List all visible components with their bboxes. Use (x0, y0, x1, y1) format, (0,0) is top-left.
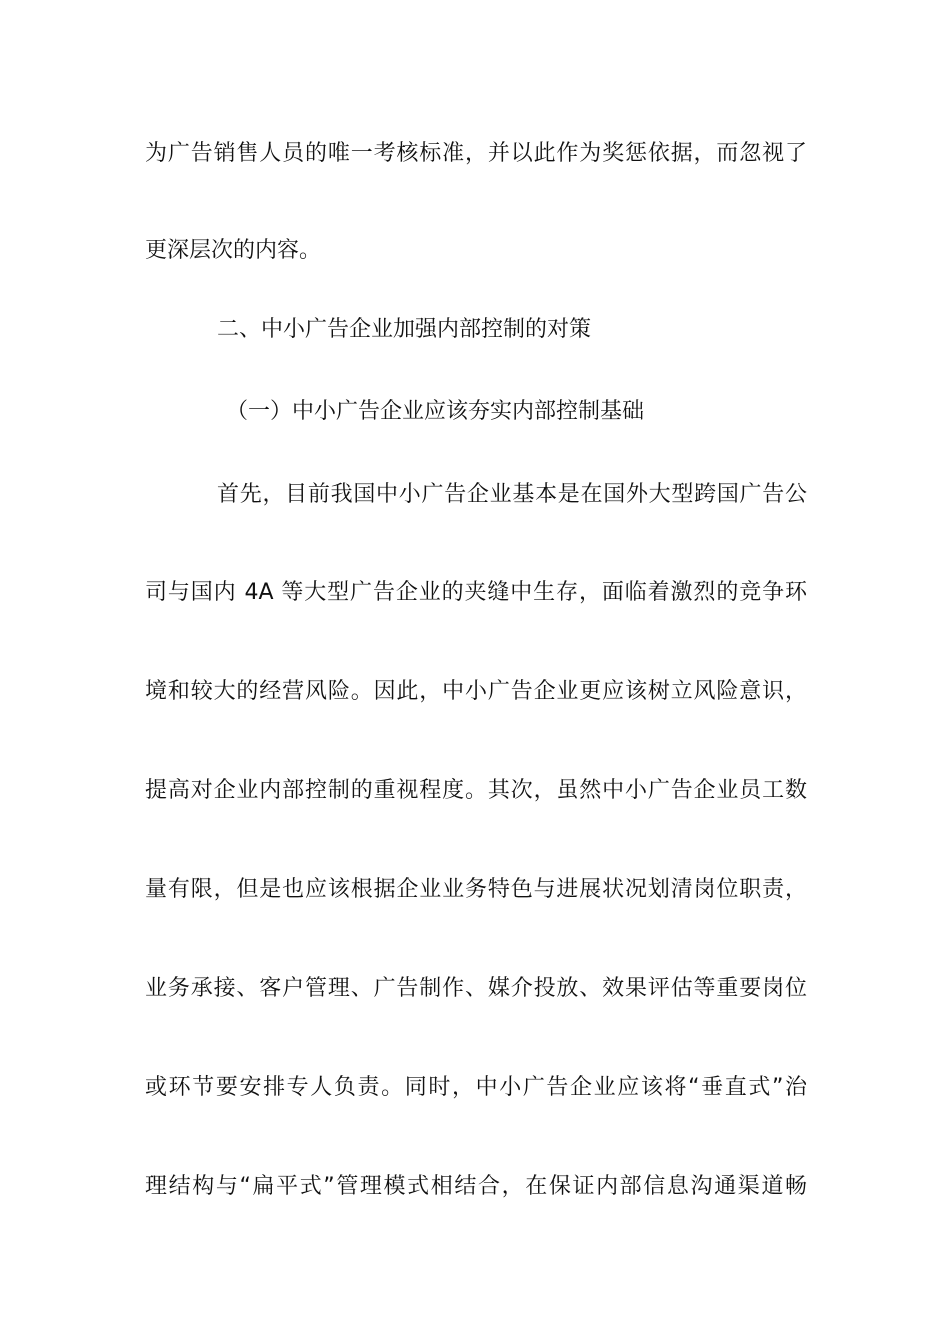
paragraph-line: 提高对企业内部控制的重视程度。其次，虽然中小广告企业员工数 (145, 778, 807, 803)
paragraph-line: 业务承接、客户管理、广告制作、媒介投放、效果评估等重要岗位 (145, 976, 807, 1001)
section-heading: 二、中小广告企业加强内部控制的对策 (217, 317, 592, 342)
paragraph-line: 首先，目前我国中小广告企业基本是在国外大型跨国广告公 (217, 482, 807, 507)
subsection-heading: （一）中小广告企业应该夯实内部控制基础 (226, 399, 645, 424)
paragraph-line: 或环节要安排专人负责。同时，中小广告企业应该将“垂直式”治 (145, 1075, 807, 1100)
paragraph-line: 量有限，但是也应该根据企业业务特色与进展状况划清岗位职责， (145, 877, 807, 902)
text-line: 为广告销售人员的唯一考核标准，并以此作为奖惩依据，而忽视了 (145, 141, 807, 166)
text-line: 更深层次的内容。 (145, 238, 322, 263)
paragraph-line: 理结构与“扁平式”管理模式相结合，在保证内部信息沟通渠道畅 (145, 1174, 807, 1199)
paragraph-line: 境和较大的经营风险。因此，中小广告企业更应该树立风险意识， (145, 679, 807, 704)
paragraph-line: 司与国内 4A 等大型广告企业的夹缝中生存，面临着激烈的竞争环 (145, 580, 807, 605)
